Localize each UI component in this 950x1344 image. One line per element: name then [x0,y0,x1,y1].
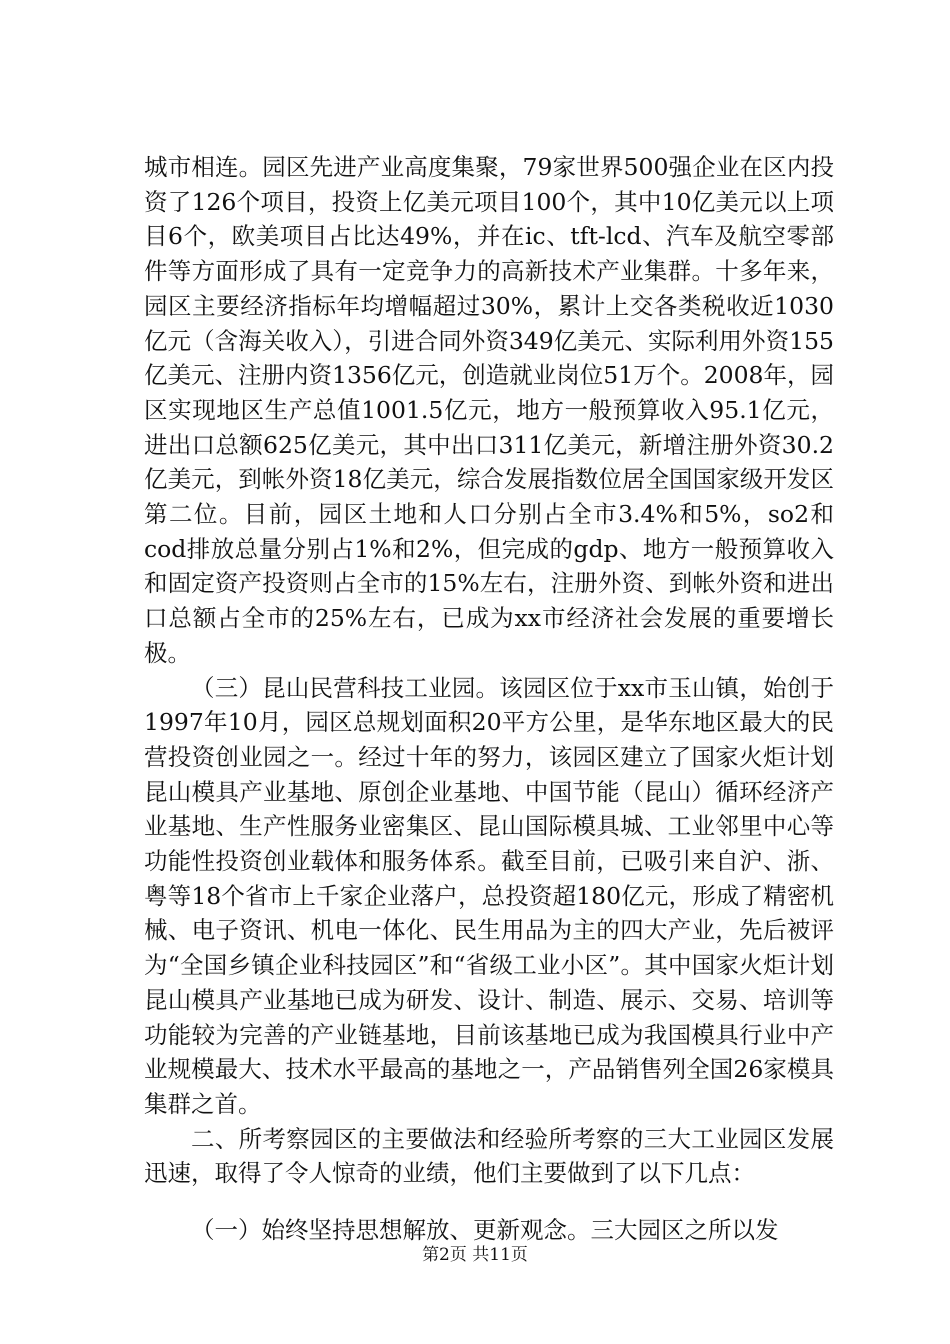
paragraph-point-one: （一）始终坚持思想解放、更新观念。三大园区之所以发 [191,1216,779,1245]
page-number-footer: 第2页 共11页 [422,1245,528,1265]
paragraph-industrial-park-stats: 城市相连。园区先进产业高度集聚，79家世界500强企业在区内投资了126个项目，投资上亿美元项目100个，其中10亿美元以上项目6个，欧美项目占比达49%，并在ic、tft-lcd、汽车及航空零部件等方面形成了具有一定竞争力的高新技术产业集群。十多年来，园区主要经济指标年均增幅超过30%，累计上交各类税收近1030亿元（含海关收入），引进合同外资349亿美元、实际利用外资155亿美元、注册内资1356亿元，创造就业岗位51万个。2008年，园区实现地区生产总值1001.5亿元，地方一般预算收入95.1亿元，进出口总额625亿美元，其中出口311亿美元，新增注册外资30.2亿美元，到帐外资18亿美元，综合发展指数位居全国国家级开发区第二位。目前，园区土地和人口分别占全市3.4%和5%，so2和cod排放总量分别占1%和2%，但完成的gdp、地方一般预算收入和固定资产投资则占全市的15%左右，注册外资、到帐外资和进出口总额占全市的25%左右，已成为xx市经济社会发展的重要增长极。 [144,153,835,667]
paragraph-section-two-heading: 二、所考察园区的主要做法和经验所考察的三大工业园区发展迅速，取得了令人惊奇的业绩，他们主要做到了以下几点： [144,1124,834,1188]
paragraph-kunshan-private-park: （三）昆山民营科技工业园。该园区位于xx市玉山镇，始创于1997年10月，园区总规划面积20平方公里，是华东地区最大的民营投资创业园之一。经过十年的努力，该园区建立了国家火炬计划昆山模具产业基地、原创企业基地、中国节能（昆山）循环经济产业基地、生产性服务业密集区、昆山国际模具城、工业邻里中心等功能性投资创业载体和服务体系。截至目前，已吸引来自沪、浙、粤等18个省市上千家企业落户，总投资超180亿元，形成了精密机械、电子资讯、机电一体化、民生用品为主的四大产业，先后被评为“全国乡镇企业科技园区”和“省级工业小区”。其中国家火炬计划昆山模具产业基地已成为研发、设计、制造、展示、交易、培训等功能较为完善的产业链基地，目前该基地已成为我国模具行业中产业规模最大、技术水平最高的基地之一，产品销售列全国26家模具集群之首。 [144,673,834,1118]
document-body [144,150,834,1248]
